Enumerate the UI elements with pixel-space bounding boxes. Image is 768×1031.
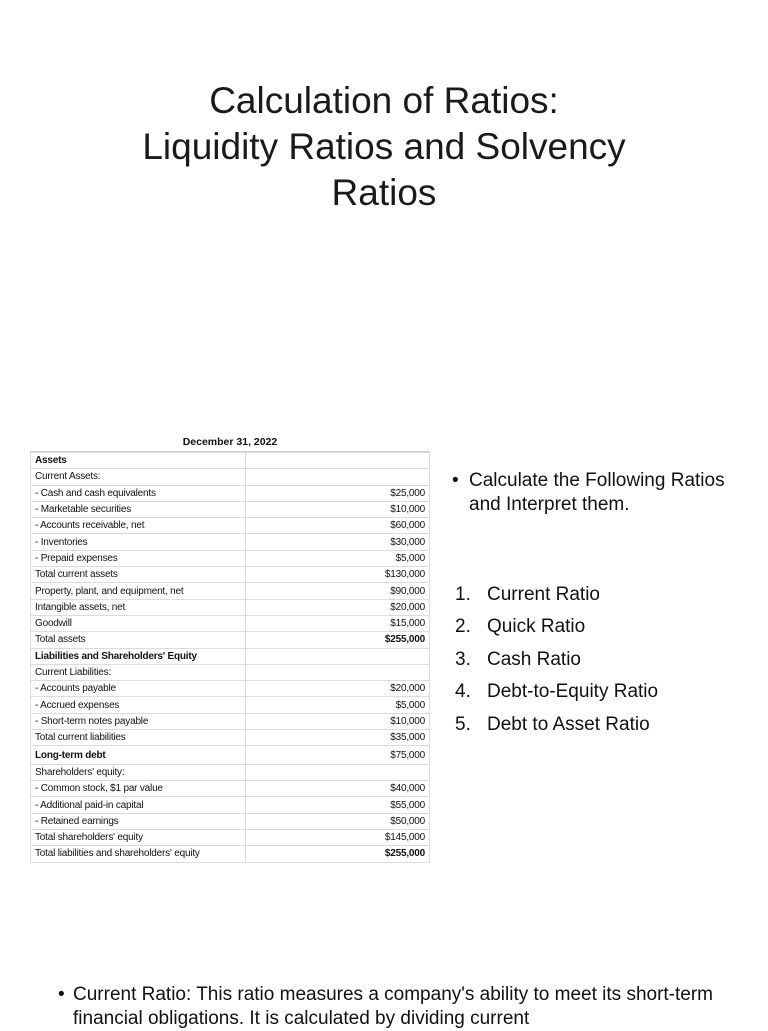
title-line-1: Calculation of Ratios: <box>209 80 559 121</box>
table-row <box>31 615 430 631</box>
row-label: - Inventories <box>31 534 246 550</box>
table-row <box>31 583 430 599</box>
table-row <box>31 713 430 729</box>
balance-sheet-date: December 31, 2022 <box>30 433 430 452</box>
row-label: - Additional paid-in capital <box>31 797 246 813</box>
row-value: $75,000 <box>246 746 430 765</box>
table-row <box>31 664 430 680</box>
row-label: - Accounts receivable, net <box>31 518 246 534</box>
row-label: - Cash and cash equivalents <box>31 485 246 501</box>
balance-sheet-image <box>30 433 430 863</box>
ratio-list <box>455 582 755 744</box>
row-label: Shareholders' equity: <box>31 764 246 780</box>
row-label: Current Liabilities: <box>31 664 246 680</box>
ratio-label: Quick Ratio <box>487 616 586 638</box>
table-row <box>31 550 430 566</box>
row-label: Liabilities and Shareholders' Equity <box>31 648 246 664</box>
table-row <box>31 648 430 664</box>
row-value: $90,000 <box>246 583 430 599</box>
table-row <box>31 797 430 813</box>
row-value <box>246 469 430 485</box>
row-value: $130,000 <box>246 567 430 583</box>
list-item: 2. Quick Ratio <box>455 616 586 638</box>
table-row <box>31 453 430 469</box>
row-label: - Marketable securities <box>31 501 246 517</box>
row-value <box>246 453 430 469</box>
row-label: Total assets <box>31 632 246 648</box>
table-row <box>31 746 430 765</box>
row-label: Long-term debt <box>31 746 246 765</box>
slide-title <box>0 78 768 216</box>
row-label: Goodwill <box>31 615 246 631</box>
row-label: Intangible assets, net <box>31 599 246 615</box>
row-value: $35,000 <box>246 730 430 746</box>
list-item: 5. Debt to Asset Ratio <box>455 713 650 735</box>
row-value: $30,000 <box>246 534 430 550</box>
list-item: 3. Cash Ratio <box>455 648 581 670</box>
bullet-dot-icon: • <box>58 984 65 1005</box>
row-value: $60,000 <box>246 518 430 534</box>
ratio-label: Debt to Asset Ratio <box>487 713 650 735</box>
list-item: 1. Current Ratio <box>455 584 600 605</box>
row-label: - Short-term notes payable <box>31 713 246 729</box>
ratio-label: Debt-to-Equity Ratio <box>487 681 659 703</box>
title-line-2: Liquidity Ratios and Solvency <box>142 126 626 167</box>
table-row <box>31 813 430 829</box>
table-row <box>31 518 430 534</box>
row-value: $25,000 <box>246 485 430 501</box>
row-label: - Accounts payable <box>31 681 246 697</box>
row-value <box>246 664 430 680</box>
table-row <box>31 567 430 583</box>
balance-sheet-table <box>30 452 430 863</box>
row-value: $40,000 <box>246 781 430 797</box>
row-label: Total current liabilities <box>31 730 246 746</box>
table-row <box>31 469 430 485</box>
row-value <box>246 764 430 780</box>
title-line-3: Ratios <box>331 172 437 213</box>
row-label: Property, plant, and equipment, net <box>31 583 246 599</box>
ratio-label: Current Ratio <box>487 584 600 605</box>
table-row <box>31 730 430 746</box>
row-value: $10,000 <box>246 713 430 729</box>
row-label: Current Assets: <box>31 469 246 485</box>
row-label: - Retained earnings <box>31 813 246 829</box>
row-label: - Common stock, $1 par value <box>31 781 246 797</box>
table-row <box>31 534 430 550</box>
table-row <box>31 764 430 780</box>
row-label: - Accrued expenses <box>31 697 246 713</box>
instruction-text: Calculate the Following Ratios and Interpret them. <box>469 470 725 515</box>
row-label: - Prepaid expenses <box>31 550 246 566</box>
table-row <box>31 485 430 501</box>
row-value: $20,000 <box>246 599 430 615</box>
row-value: $145,000 <box>246 830 430 846</box>
table-row <box>31 632 430 648</box>
row-value: $255,000 <box>246 846 430 862</box>
row-value: $15,000 <box>246 615 430 631</box>
table-row <box>31 681 430 697</box>
row-value <box>246 648 430 664</box>
row-label: Assets <box>31 453 246 469</box>
table-row <box>31 830 430 846</box>
table-row <box>31 599 430 615</box>
table-row <box>31 781 430 797</box>
row-value: $55,000 <box>246 797 430 813</box>
ratio-label: Cash Ratio <box>487 648 581 670</box>
row-value: $50,000 <box>246 813 430 829</box>
current-ratio-text: Current Ratio: This ratio measures a company's ability to meet its short-term financial obligations. It is calculated by dividing current <box>73 984 714 1029</box>
list-item: 4. Debt-to-Equity Ratio <box>455 681 659 703</box>
row-label: Total shareholders' equity <box>31 830 246 846</box>
table-row <box>31 501 430 517</box>
bullet-dot-icon: • <box>452 470 459 491</box>
instruction-bullet <box>452 469 752 517</box>
row-value: $255,000 <box>246 632 430 648</box>
table-row <box>31 697 430 713</box>
row-label: Total liabilities and shareholders' equity <box>31 846 246 862</box>
table-row <box>31 846 430 862</box>
row-value: $20,000 <box>246 681 430 697</box>
row-label: Total current assets <box>31 567 246 583</box>
row-value: $5,000 <box>246 697 430 713</box>
row-value: $5,000 <box>246 550 430 566</box>
row-value: $10,000 <box>246 501 430 517</box>
